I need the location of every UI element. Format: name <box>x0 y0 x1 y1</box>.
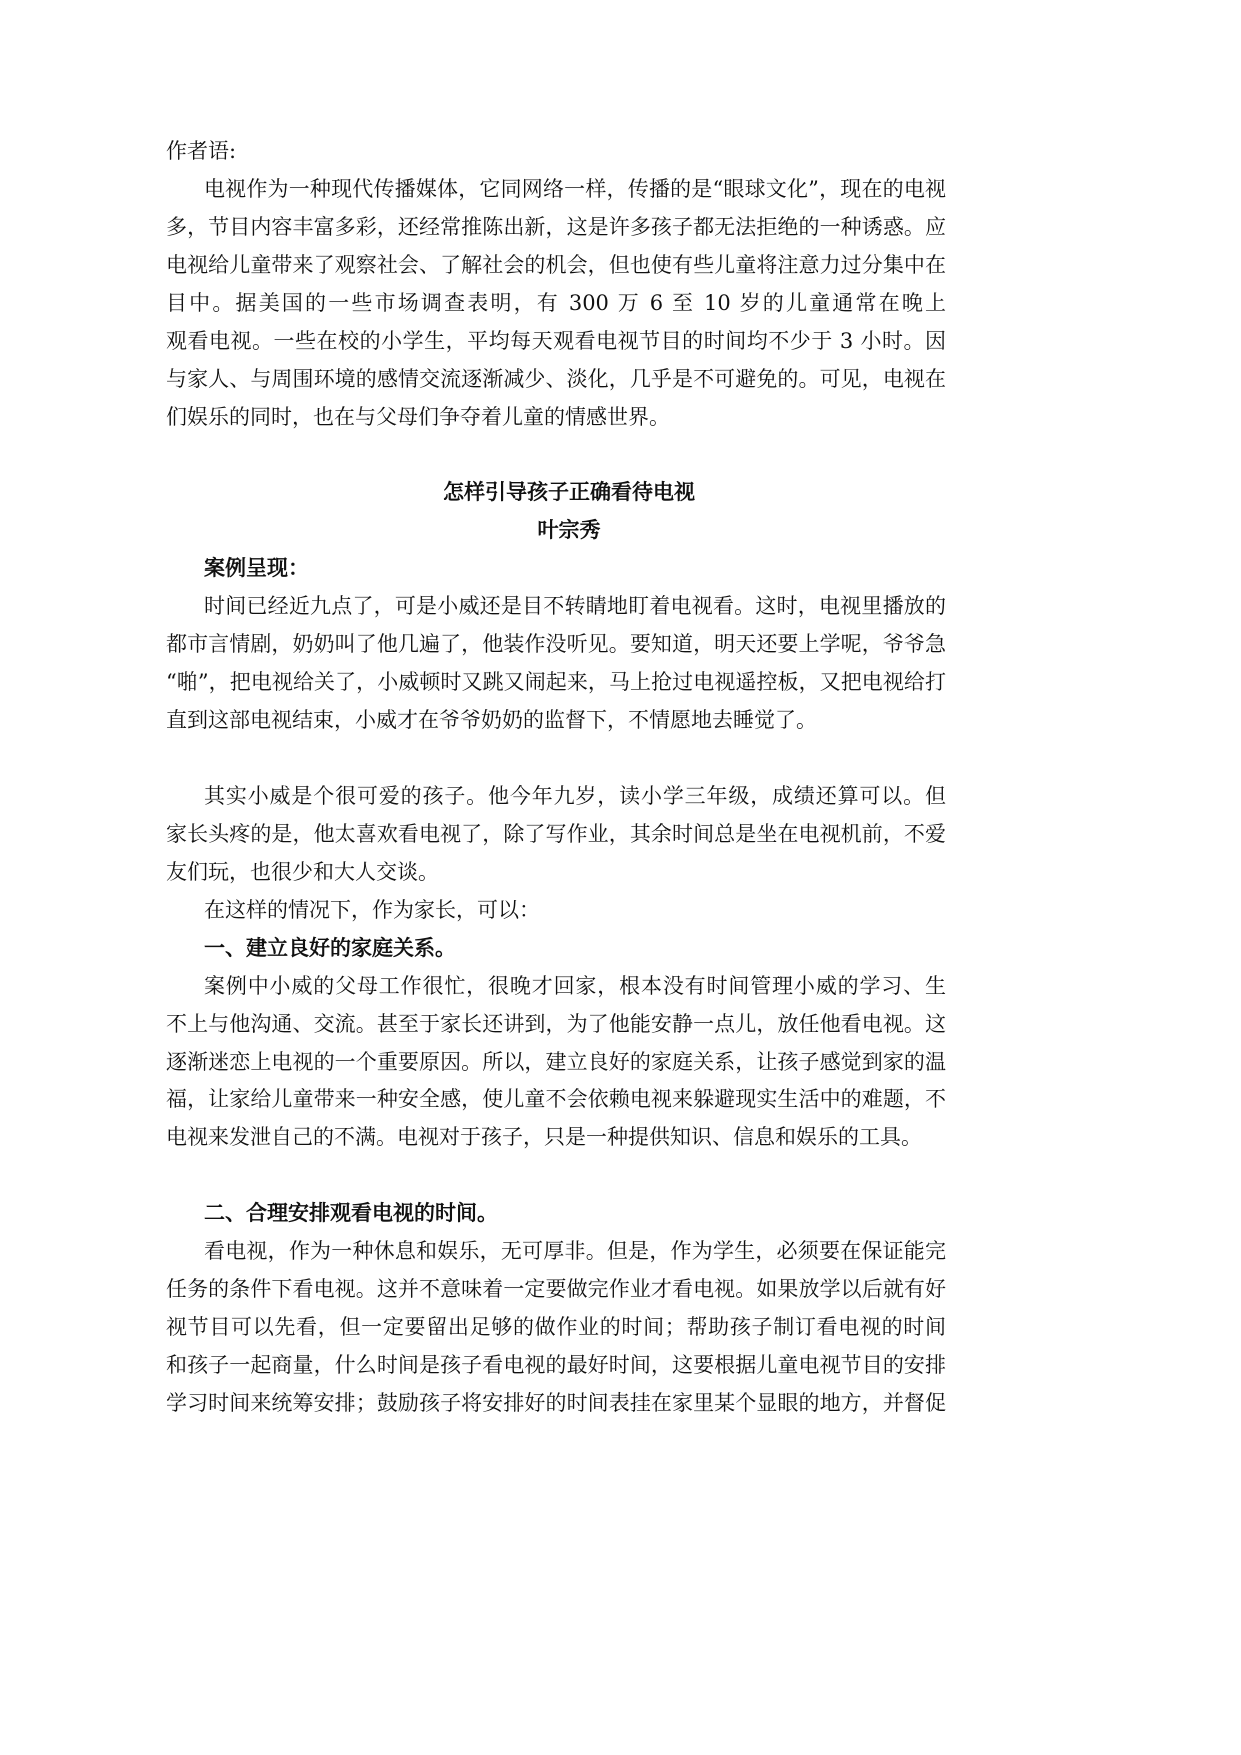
paragraph <box>166 171 946 437</box>
text-line: 二、合理安排观看电视的时间。 <box>204 1201 498 1226</box>
section-heading <box>166 550 946 588</box>
text-line: 直到这部电视结束，小威才在爷爷奶奶的监督下，不情愿地去睡觉了。 <box>166 708 817 733</box>
text-line: 学习时间来统筹安排；鼓励孩子将安排好的时间表挂在家里某个显眼的地方，并督促 <box>166 1390 946 1415</box>
section-heading <box>166 1195 946 1233</box>
text-line: 和孩子一起商量，什么时间是孩子看电视的最好时间，这要根据儿童电视节目的安排 <box>166 1353 946 1377</box>
text-line: 目中。据美国的一些市场调查表明，有 300 万 6 至 10 岁的儿童通常在晚上 <box>166 290 946 315</box>
text-line: 一、建立良好的家庭关系。 <box>204 935 456 960</box>
document-page <box>166 133 946 1423</box>
text-line: “啪”，把电视给关了，小威顿时又跳又闹起来，马上抢过电视遥控板，又把电视给打 <box>166 670 946 695</box>
text-line: 作者语: <box>166 139 237 163</box>
text-line: 电视来发泄自己的不满。电视对于孩子，只是一种提供知识、信息和娱乐的工具。 <box>166 1125 922 1150</box>
paragraph <box>166 892 946 930</box>
paragraph <box>166 588 946 740</box>
text-line: 视节目可以先看，但一定要留出足够的做作业的时间；帮助孩子制订看电视的时间 <box>166 1315 946 1340</box>
text-line: 不上与他沟通、交流。甚至于家长还讲到，为了他能安静一点儿，放任他看电视。这 <box>166 1011 946 1036</box>
text-line: 任务的条件下看电视。这并不意味着一定要做完作业才看电视。如果放学以后就有好 <box>166 1277 946 1302</box>
text-line: 多，节目内容丰富多彩，还经常推陈出新，这是许多孩子都无法拒绝的一种诱惑。应 <box>166 214 946 239</box>
text-line: 怎样引导孩子正确看待电视 <box>443 480 695 505</box>
text-line: 家长头疼的是，他太喜欢看电视了，除了写作业，其余时间总是坐在电视机前，不爱 <box>166 821 946 846</box>
text-line: 观看电视。一些在校的小学生，平均每天观看电视节目的时间均不少于 3 小时。因 <box>166 328 946 353</box>
section-heading <box>166 930 946 968</box>
label <box>166 133 946 171</box>
text-line: 看电视，作为一种休息和娱乐，无可厚非。但是，作为学生，必须要在保证能完 <box>204 1239 946 1264</box>
text-line: 们娱乐的同时，也在与父母们争夺着儿童的情感世界。 <box>166 404 670 429</box>
text-line: 都市言情剧，奶奶叫了他几遍了，他装作没听见。要知道，明天还要上学呢，爷爷急 <box>166 632 946 657</box>
text-line: 电视作为一种现代传播媒体，它同网络一样，传播的是“眼球文化”，现在的电视 <box>204 176 946 201</box>
text-line: 电视给儿童带来了观察社会、了解社会的机会，但也使有些儿童将注意力过分集中在 <box>166 252 946 277</box>
text-line: 与家人、与周围环境的感情交流逐渐减少、淡化，几乎是不可避免的。可见，电视在 <box>166 366 946 391</box>
text-line: 其实小威是个很可爱的孩子。他今年九岁，读小学三年级，成绩还算可以。但 <box>204 783 946 808</box>
article-author <box>166 512 946 550</box>
text-line: 案例呈现： <box>204 556 309 581</box>
text-line: 友们玩，也很少和大人交谈。 <box>166 859 439 884</box>
text-line: 时间已经近九点了，可是小威还是目不转睛地盯着电视看。这时，电视里播放的 <box>204 594 946 619</box>
blank-line <box>166 437 946 475</box>
paragraph <box>166 1233 946 1423</box>
paragraph <box>166 968 946 1158</box>
text-line: 逐渐迷恋上电视的一个重要原因。所以，建立良好的家庭关系，让孩子感觉到家的温 <box>166 1049 946 1074</box>
article-title <box>166 474 946 512</box>
blank-line <box>166 740 946 778</box>
text-line: 福，让家给儿童带来一种安全感，使儿童不会依赖电视来躲避现实生活中的难题，不 <box>166 1087 946 1112</box>
paragraph <box>166 778 946 892</box>
text-line: 在这样的情况下，作为家长，可以： <box>204 897 540 922</box>
text-line: 叶宗秀 <box>537 518 601 543</box>
text-line: 案例中小威的父母工作很忙，很晚才回家，根本没有时间管理小威的学习、生 <box>204 973 946 998</box>
blank-line <box>166 1157 946 1195</box>
